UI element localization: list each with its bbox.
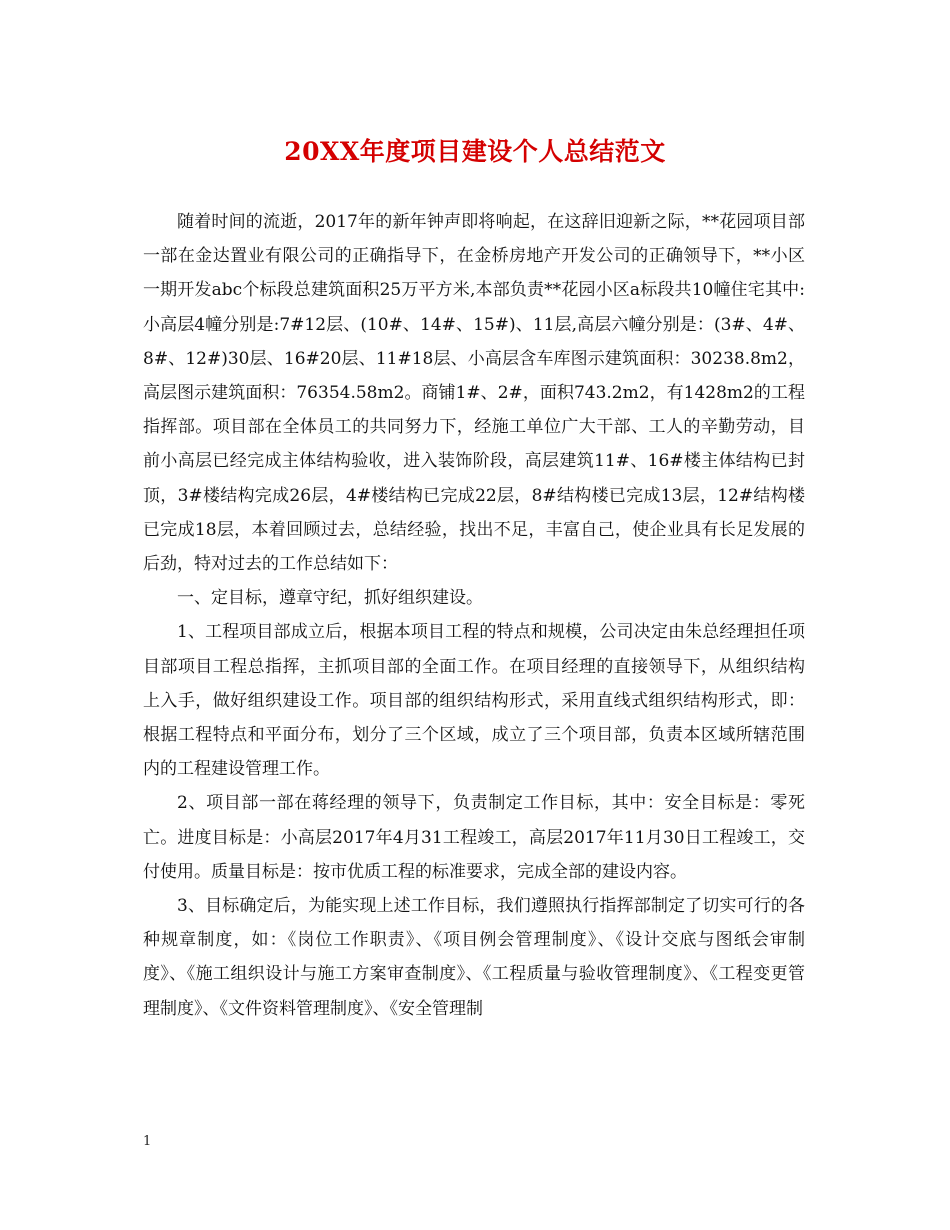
paragraph-item-2: 2、项目部一部在蒋经理的领导下，负责制定工作目标，其中：安全目标是：零死亡。进度目标是：小高层2017年4月31工程竣工，高层2017年11月30日工程竣工，交付使用。质量目标是：按市优质工程的标准要求，完成全部的建设内容。 <box>143 793 805 882</box>
paragraph-intro: 随着时间的流逝，2017年的新年钟声即将响起，在这辞旧迎新之际，**花园项目部一部在金达置业有限公司的正确指导下，在金桥房地产开发公司的正确领导下，**小区一期开发abc个标段总建筑面积25万平方米,本部负责**花园小区a标段共10幢住宅其中:小高层4幢分别是:7#12层、(10#、14#、15#)、11层,高层六幢分别是：(3#、4#、8#、12#)30层、16#20层、11#18层、小高层含车库图示建筑面积：30238.8m2，高层图示建筑面积：76354.58m2。商铺1#、2#，面积743.2m2，有1428m2的工程指挥部。项目部在全体员工的共同努力下，经施工单位广大干部、工人的辛勤劳动，目前小高层已经完成主体结构验收，进入装饰阶段，高层建筑11#、16#楼主体结构已封顶，3#楼结构完成26层，4#楼结构已完成22层，8#结构楼已完成13层，12#结构楼已完成18层，本着回顾过去，总结经验，找出不足，丰富自己，使企业具有长足发展的后劲，特对过去的工作总结如下： <box>143 212 805 575</box>
paragraph-item-3: 3、目标确定后，为能实现上述工作目标，我们遵照执行指挥部制定了切实可行的各种规章制度，如：《岗位工作职责》、《项目例会管理制度》、《设计交底与图纸会审制度》、《施工组织设计与施工方案审查制度》、《工程质量与验收管理制度》、《工程变更管理制度》、《文件资料管理制度》、《安全管理制 <box>143 896 805 1019</box>
document-title: 20XX年度项目建设个人总结范文 <box>284 137 666 166</box>
paragraph-section-heading: 一、定目标，遵章守纪，抓好组织建设。 <box>177 588 483 609</box>
paragraph-item-1: 1、工程项目部成立后，根据本项目工程的特点和规模，公司决定由朱总经理担任项目部项目工程总指挥，主抓项目部的全面工作。在项目经理的直接领导下，从组织结构上入手，做好组织建设工作。项目部的组织结构形式，采用直线式组织结构形式，即：根据工程特点和平面分布，划分了三个区域，成立了三个项目部，负责本区域所辖范围内的工程建设管理工作。 <box>143 622 805 780</box>
document-body <box>143 205 805 1026</box>
page-number: 1 <box>143 1134 152 1149</box>
